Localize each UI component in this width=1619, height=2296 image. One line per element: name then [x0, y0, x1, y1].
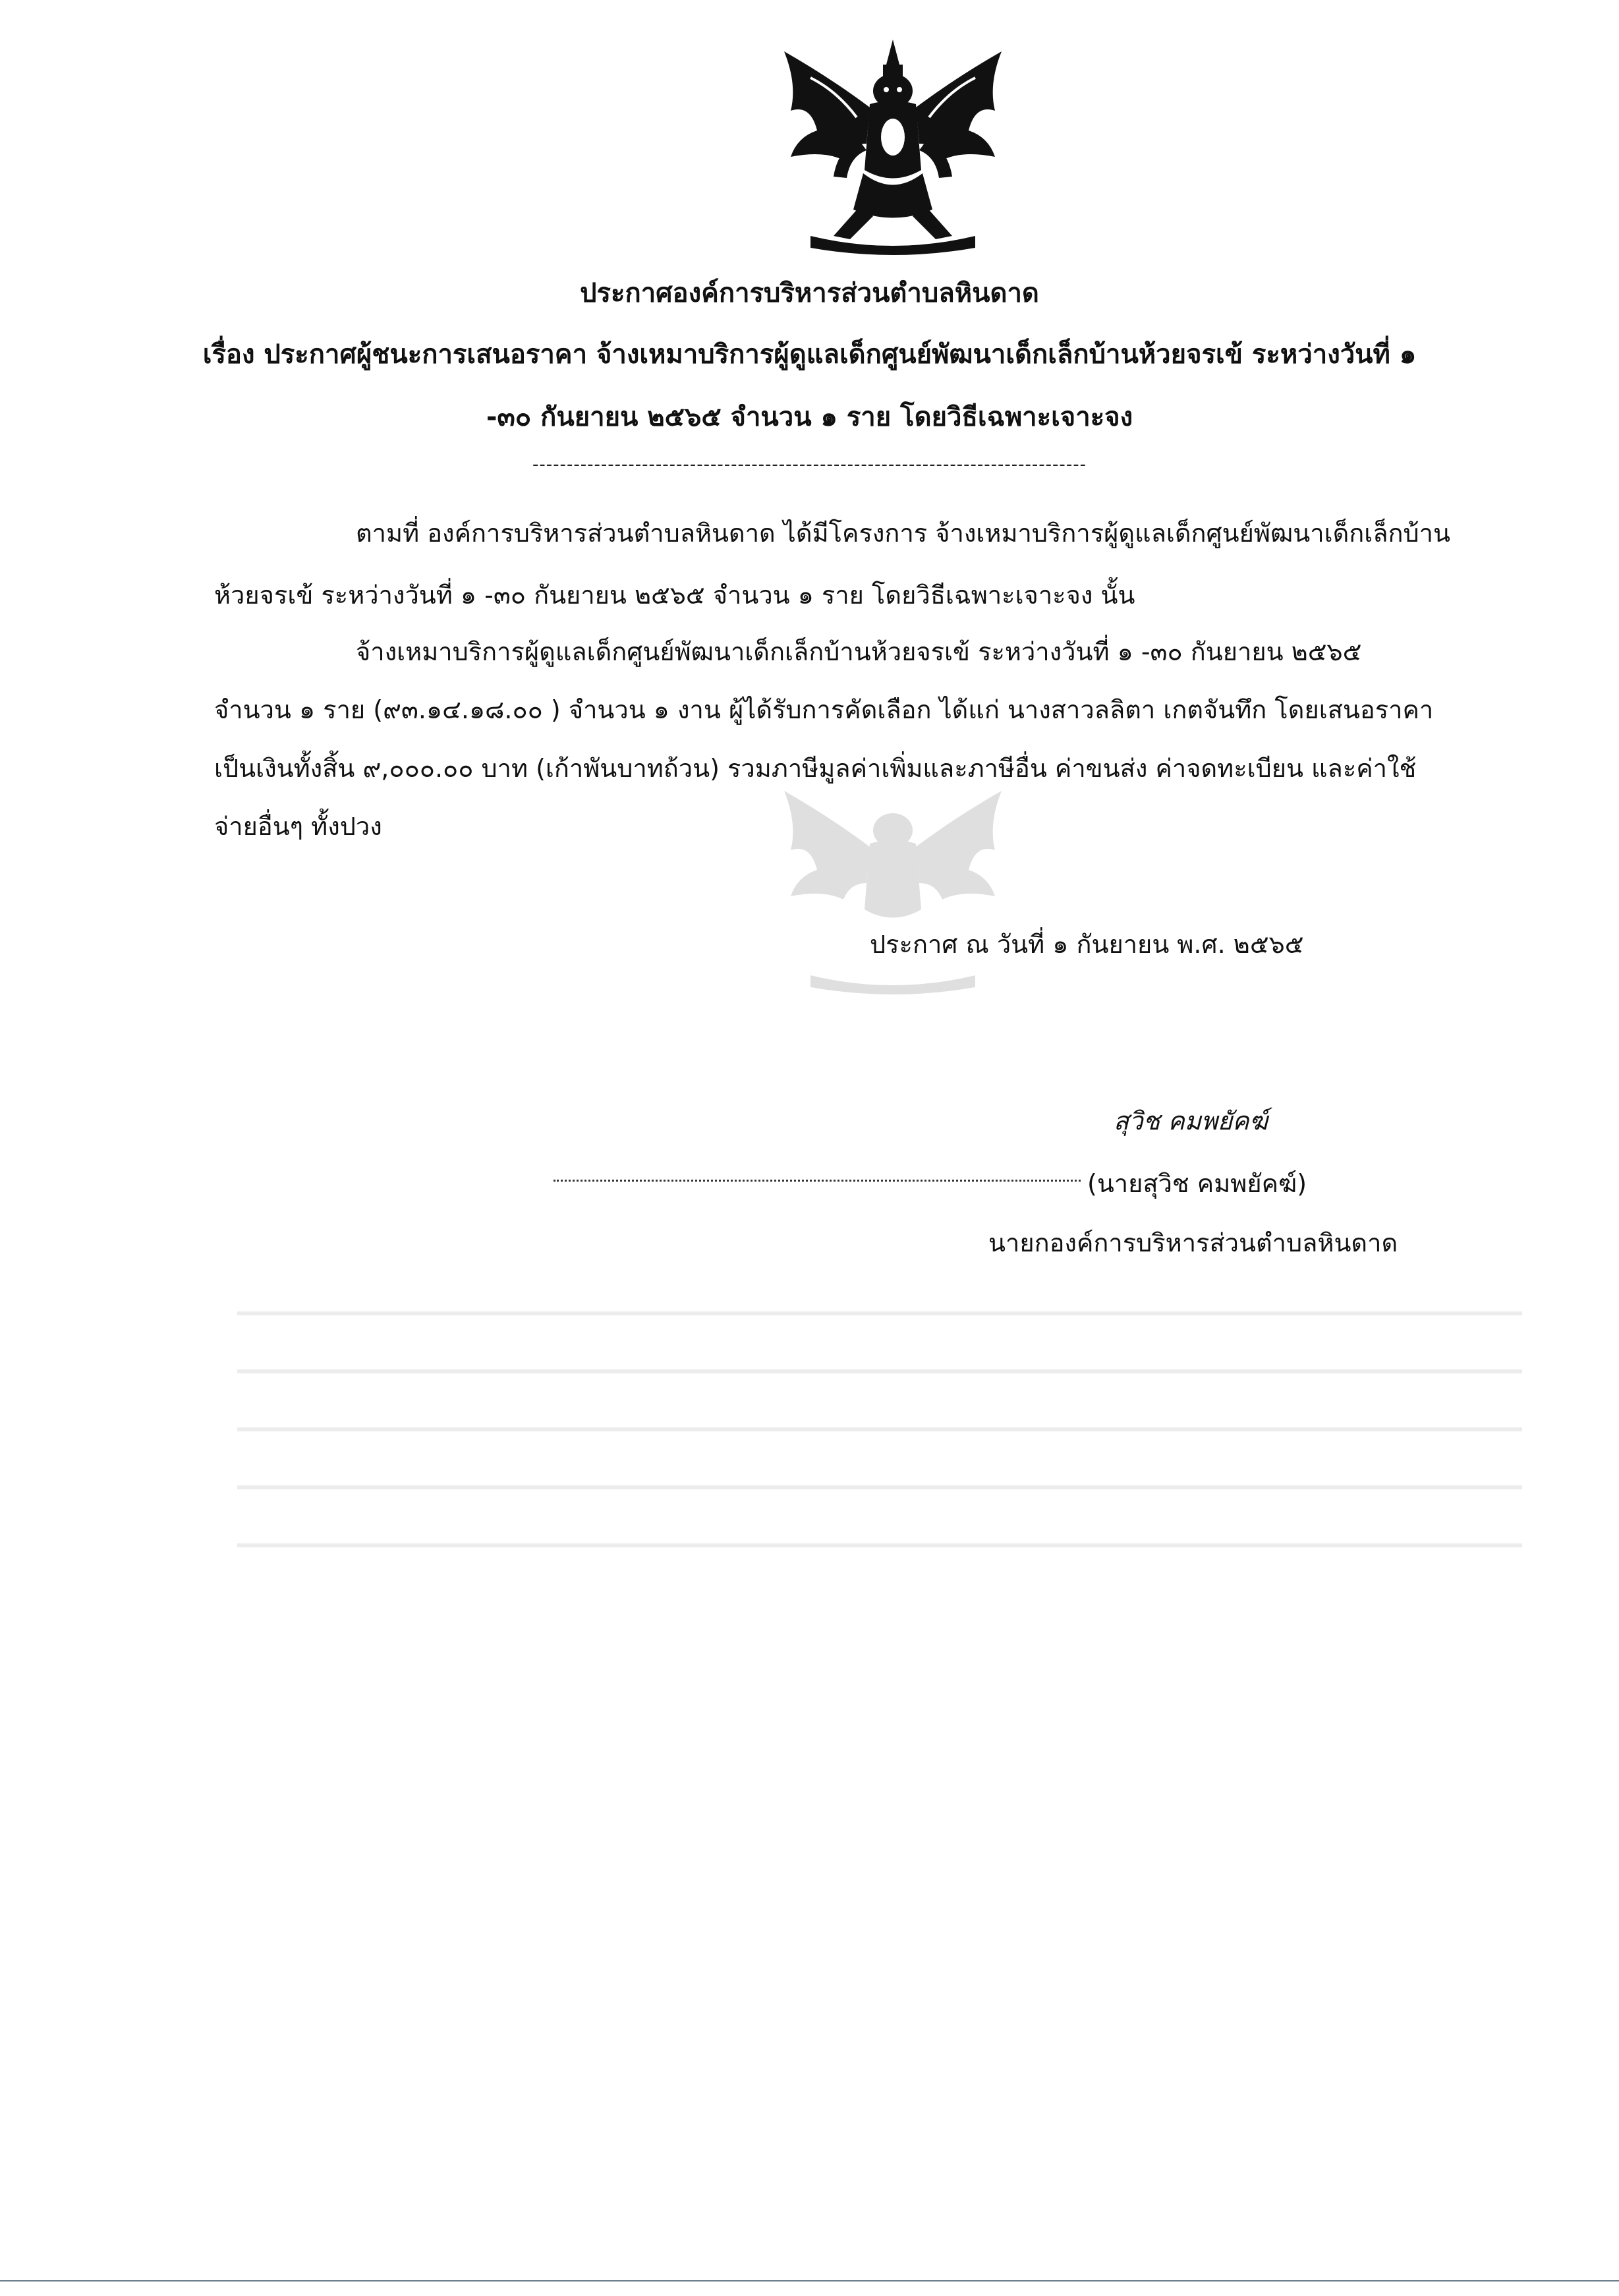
announcement-title: ประกาศองค์การบริหารส่วนตำบลหินดาด [580, 278, 1039, 308]
body-line-5: เป็นเงินทั้งสิ้น ๙,๐๐๐.๐๐ บาท (เก้าพันบาทถ้วน) รวมภาษีมูลค่าเพิ่มและภาษีอื่น ค่าขนส่ง ค่าจดทะเบียน และค่าใช้ [214, 754, 1417, 783]
bottom-edge-rule [0, 2280, 1619, 2282]
announcement-date: ประกาศ ณ วันที่ ๑ กันยายน พ.ศ. ๒๕๖๕ [870, 930, 1304, 959]
body-line-4: จำนวน ๑ ราย (๙๓.๑๔.๑๘.๐๐ ) จำนวน ๑ งาน ผู้ได้รับการคัดเลือก ได้แก่ นางสาวลลิตา เกตจันทึก โดยเสนอราคา [214, 695, 1434, 724]
signatory-position: นายกองค์การบริหารส่วนตำบลหินดาด [988, 1228, 1398, 1257]
signature: สุวิช คมพยัคฆ์ [1114, 1106, 1268, 1135]
signature-dotted-line [554, 1180, 1081, 1182]
body-line-3: จ้างเหมาบริการผู้ดูแลเด็กศูนย์พัฒนาเด็กเล็กบ้านห้วยจรเข้ ระหว่างวันที่ ๑ -๓๐ กันยายน ๒๕๖๕ [356, 637, 1362, 666]
show-through-block [237, 1285, 1522, 1562]
subject-line-1: เรื่อง ประกาศผู้ชนะการเสนอราคา จ้างเหมาบริการผู้ดูแลเด็กศูนย์พัฒนาเด็กเล็กบ้านห้วยจรเข้ ระหว่างวันที่ ๑ [202, 339, 1417, 370]
body-line-1: ตามที่ องค์การบริหารส่วนตำบลหินดาด ได้มีโครงการ จ้างเหมาบริการผู้ดูแลเด็กศูนย์พัฒนาเด็กเล็กบ้าน [356, 519, 1450, 548]
subject-line-2: -๓๐ กันยายน ๒๕๖๕ จำนวน ๑ ราย โดยวิธีเฉพาะเจาะจง [486, 402, 1133, 432]
garuda-emblem-icon [771, 38, 1015, 256]
signatory-name: (นายสุวิช คมพยัคฆ์) [1087, 1169, 1307, 1198]
separator-line: --------------------------------------------------------------------------------- [532, 455, 1087, 474]
body-line-2: ห้วยจรเข้ ระหว่างวันที่ ๑ -๓๐ กันยายน ๒๕๖๕ จำนวน ๑ ราย โดยวิธีเฉพาะเจาะจง นั้น [214, 581, 1135, 610]
body-line-6: จ่ายอื่นๆ ทั้งปวง [214, 812, 382, 841]
